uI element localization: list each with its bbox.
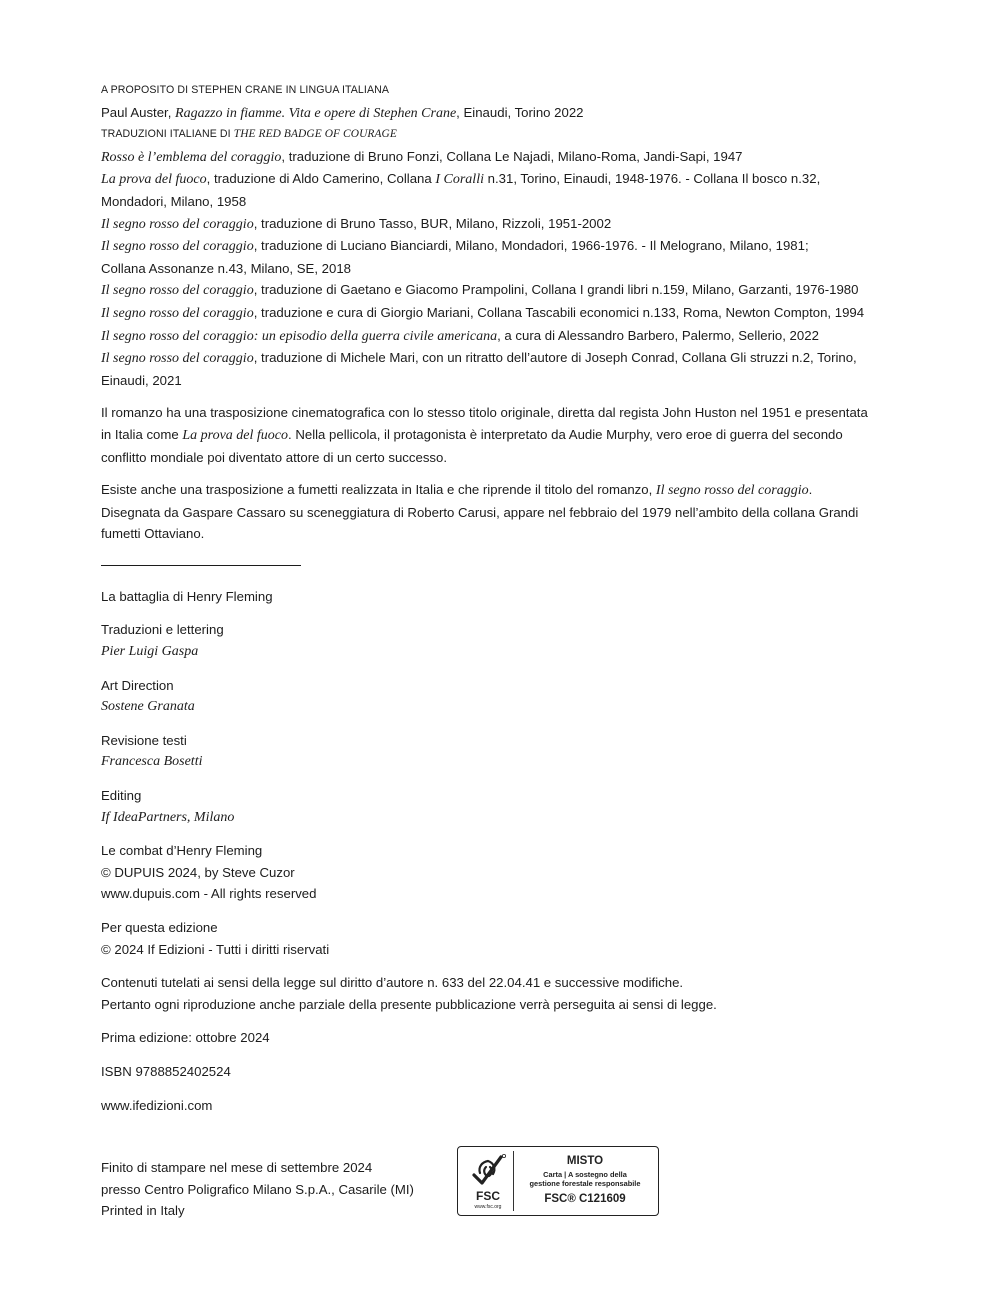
book-title: La battaglia di Henry Fleming — [101, 588, 273, 604]
fsc-logo — [468, 1153, 508, 1209]
section-divider — [101, 565, 301, 566]
heading-translations: TRADUZIONI ITALIANE DI THE RED BADGE OF COURAGE — [101, 128, 397, 141]
heading-about-crane: A PROPOSITO DI STEPHEN CRANE IN LINGUA ITALIANA — [101, 84, 390, 96]
fsc-divider — [513, 1151, 514, 1211]
original-edition: Le combat d’Henry Fleming © DUPUIS 2024, by Steve Cuzor www.dupuis.com - All rights reserved — [101, 843, 317, 902]
credit-editing: Editing If IdeaPartners, Milano — [101, 788, 235, 825]
translation-entry-5: Il segno rosso del coraggio, traduzione di Gaetano e Giacomo Prampolini, Collana I grandi libri n.159, Milano, Garzanti, 1976-1980 — [101, 282, 859, 299]
translation-entry-4-cont: Collana Assonanze n.43, Milano, SE, 2018 — [101, 260, 351, 276]
translation-entry-2: La prova del fuoco, traduzione di Aldo Camerino, Collana I Coralli n.31, Torino, Einaudi, 1948-1976. - Collana Il bosco n.32, — [101, 171, 821, 188]
translation-entry-6: Il segno rosso del coraggio, traduzione e cura di Giorgio Mariani, Collana Tascabili economici n.133, Roma, Newton Compton, 1994 — [101, 304, 865, 321]
credit-art-direction: Art Direction Sostene Granata — [101, 677, 195, 715]
fsc-certification-badge — [457, 1146, 659, 1216]
translation-entry-1: Rosso è l’emblema del coraggio, traduzione di Bruno Fonzi, Collana Le Najadi, Milano-Roma, Jandi-Sapi, 1947 — [101, 148, 743, 165]
translation-entry-7: Il segno rosso del coraggio: un episodio della guerra civile americana, a cura di Alessandro Barbero, Palermo, Sellerio, 2022 — [101, 327, 819, 344]
translation-entry-8-cont: Einaudi, 2021 — [101, 372, 182, 388]
legal-notice: Contenuti tutelati ai sensi della legge sul diritto d’autore n. 633 del 22.04.41 e successive modifiche. Pertanto ogni riproduzione anche parziale della presente pubblicazione verrà perseguita ai sensi di legge. — [101, 975, 717, 1012]
printing-info: Finito di stampare nel mese di settembre 2024 presso Centro Poligrafico Milano S.p.A., Casarile (MI) Printed in Italy — [101, 1160, 414, 1219]
film-paragraph: Il romanzo ha una trasposizione cinematografica con lo stesso titolo originale, diretta dal regista John Huston nel 1951 e presentata in Italia come La prova del fuoco. Nella pellicola, il protagonista è interpretato da Audie Murphy, vero eroe di guerra del secondo conflitto mondiale poi diventato attore di un certo successo. — [101, 405, 868, 465]
comic-paragraph: Esiste anche una trasposizione a fumetti realizzata in Italia e che riprende il titolo del romanzo, Il segno rosso del coraggio. Disegnata da Gaspare Cassaro su sceneggiatura di Roberto Carusi, appare nel febbraio del 1979 nell’ambito della collana Grandi fumetti Ottaviano. — [101, 482, 859, 542]
fsc-url: www.fsc.org — [474, 1204, 502, 1210]
fsc-wordmark: FSC — [476, 1189, 500, 1203]
isbn: ISBN 9788852402524 — [101, 1063, 231, 1079]
auster-reference: Paul Auster, Ragazzo in fiamme. Vita e opere di Stephen Crane, Einaudi, Torino 2022 — [101, 104, 584, 121]
translation-entry-2-cont: Mondadori, Milano, 1958 — [101, 193, 247, 209]
translation-entry-4: Il segno rosso del coraggio, traduzione di Luciano Bianciardi, Milano, Mondadori, 1966-1976. - Il Melograno, Milano, 1981; — [101, 238, 809, 255]
fsc-label: MISTO Carta | A sostegno della gestione forestale responsabile FSC® C121609 — [529, 1155, 641, 1205]
fsc-tree-check-icon — [468, 1153, 508, 1189]
credit-translation: Traduzioni e lettering Pier Luigi Gaspa — [101, 622, 224, 660]
translation-entry-3: Il segno rosso del coraggio, traduzione di Bruno Tasso, BUR, Milano, Rizzoli, 1951-2002 — [101, 215, 612, 232]
credit-revision: Revisione testi Francesca Bosetti — [101, 732, 203, 770]
this-edition: Per questa edizione © 2024 If Edizioni - Tutti i diritti riservati — [101, 920, 330, 957]
publisher-website: www.ifedizioni.com — [101, 1097, 213, 1113]
colophon-page — [101, 80, 911, 1116]
translation-entry-8: Il segno rosso del coraggio, traduzione di Michele Mari, con un ritratto dell’autore di Joseph Conrad, Collana Gli struzzi n.2, Torino, — [101, 350, 857, 367]
first-edition: Prima edizione: ottobre 2024 — [101, 1030, 270, 1046]
